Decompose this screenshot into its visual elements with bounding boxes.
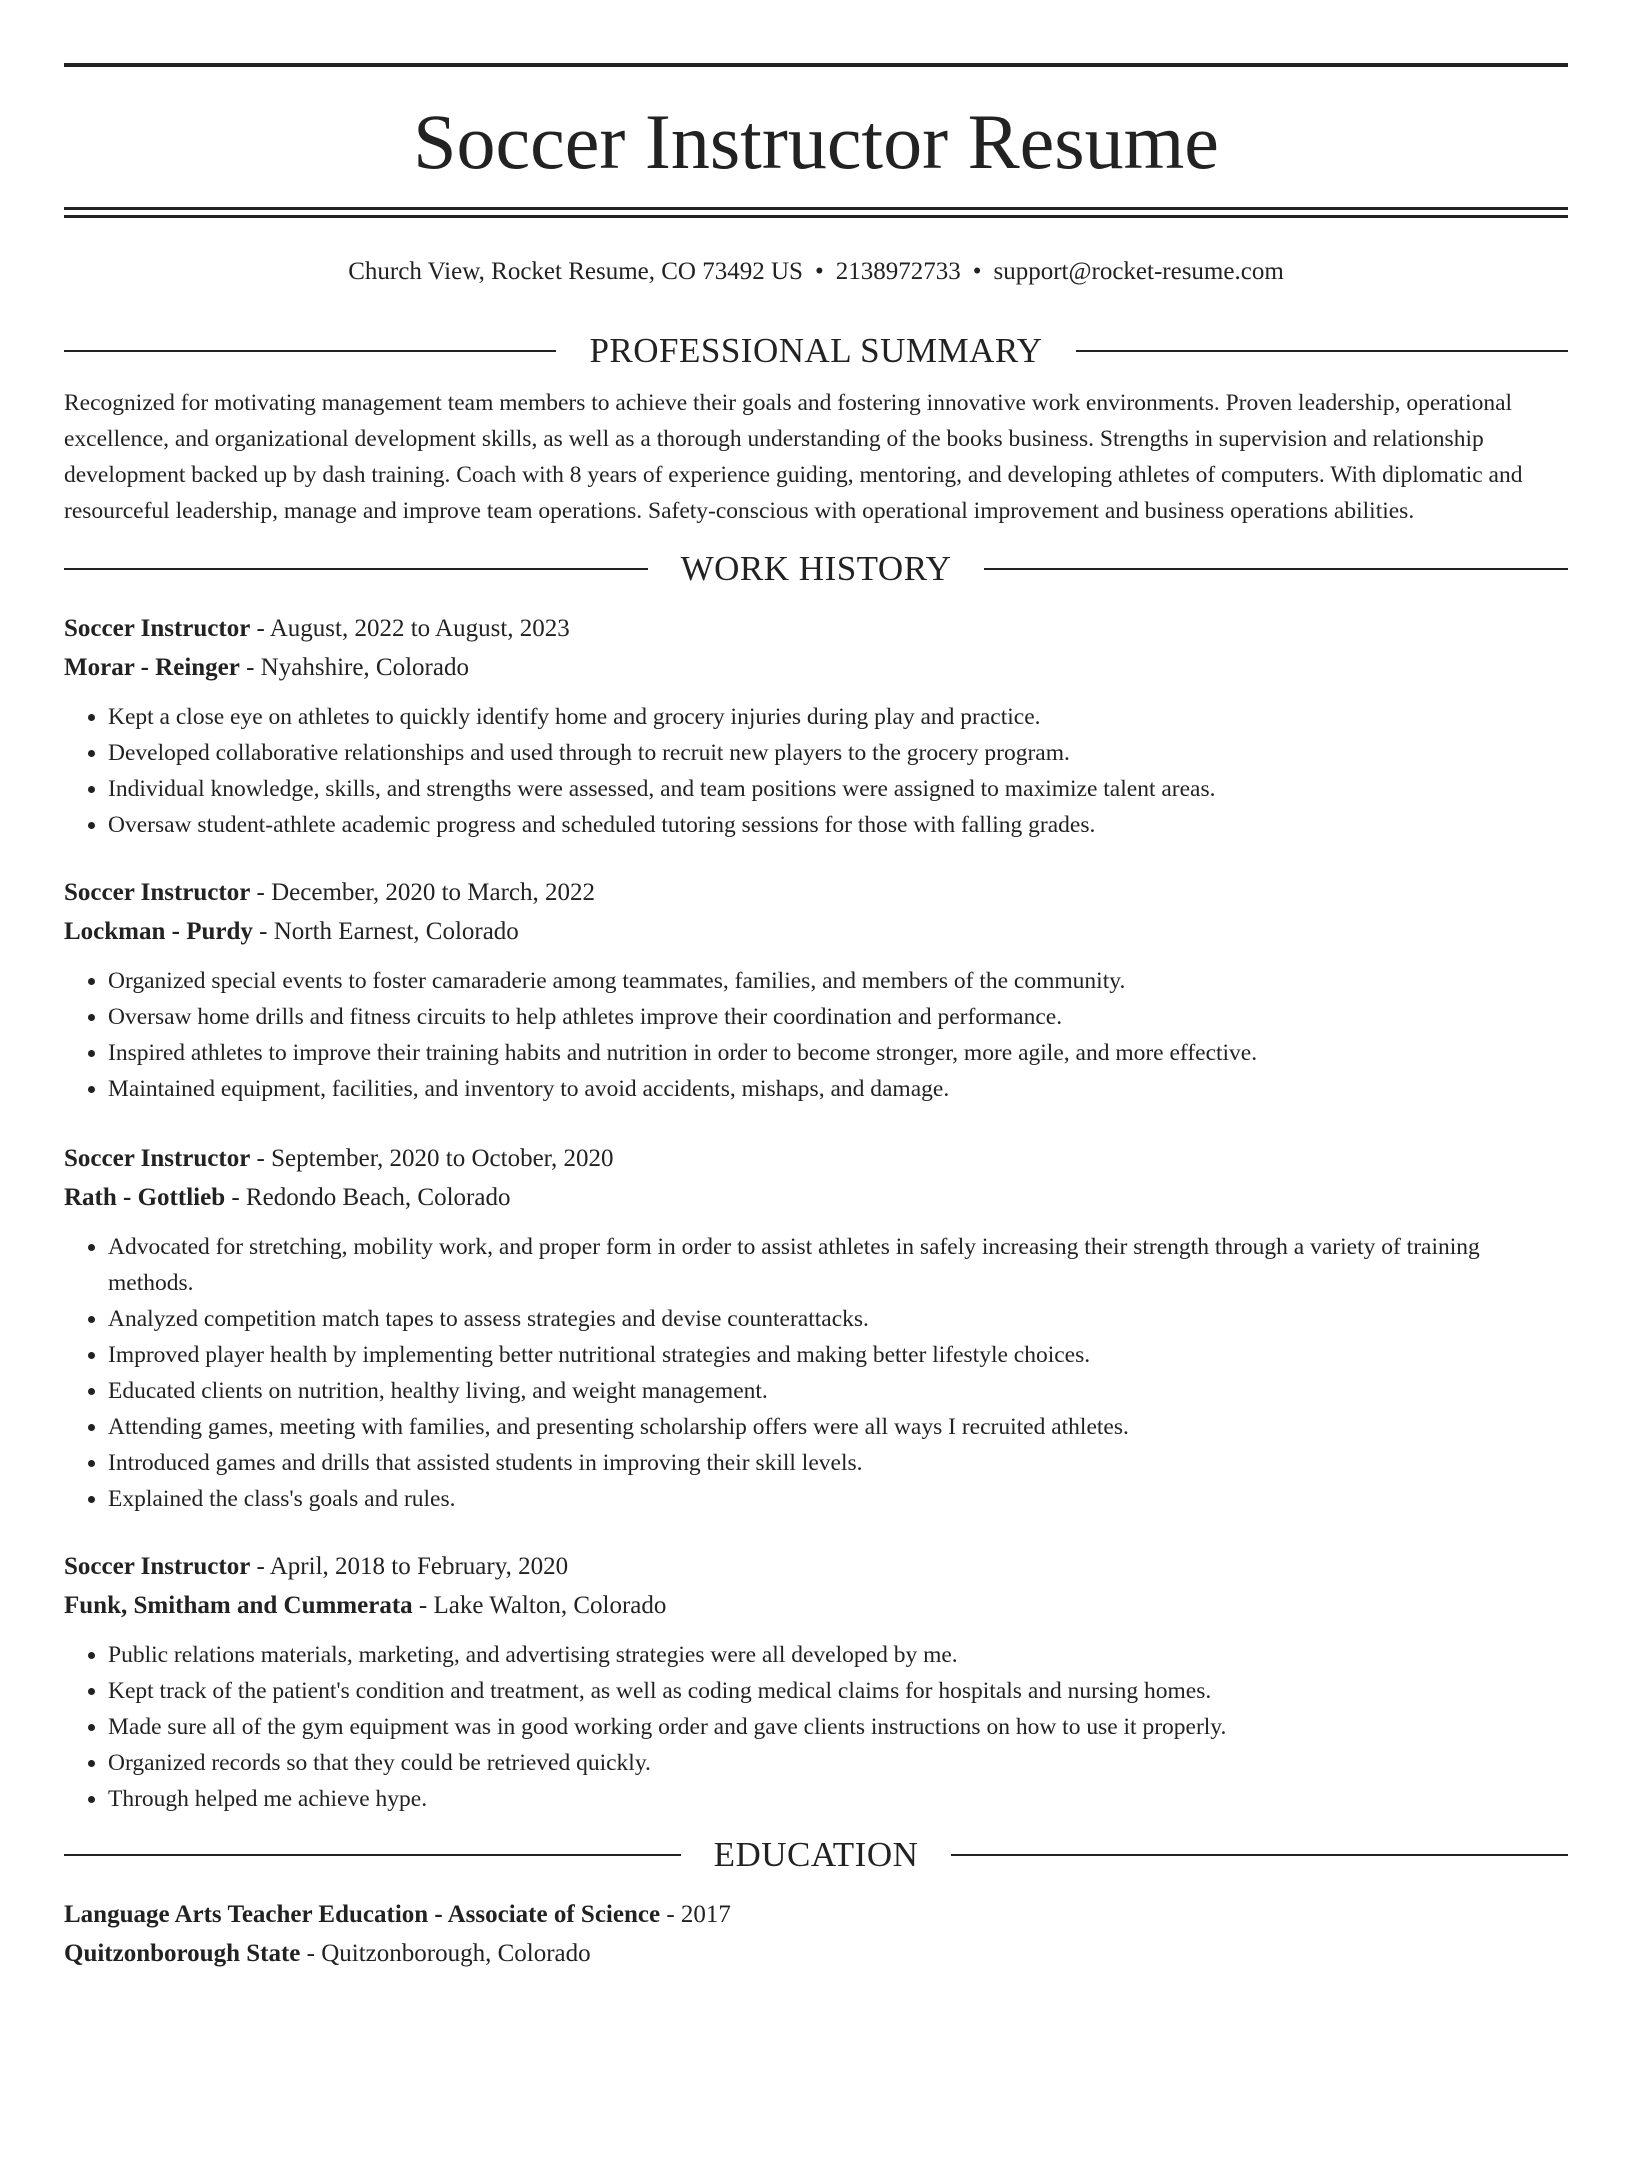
section-heading-work [64, 549, 1568, 589]
section-heading-label: PROFESSIONAL SUMMARY [589, 331, 1043, 370]
list-item: • Individual knowledge, skills, and strengths were assessed, and team positions were assigned to maximize talent areas. [108, 771, 1568, 807]
job-company: Lockman - Purdy [64, 918, 253, 945]
job-title-line [64, 1547, 1568, 1586]
professional-summary-text: Recognized for motivating management team members to achieve their goals and fostering innovative work environments. Proven leadership, operational excellence, and organizational development skills, as well as a thorough understanding of the books business. Strengths in supervision and relationship development backed up by dash training. Coach with 8 years of experience guiding, mentoring, and developing athletes of computers. With diplomatic and resourceful leadership, manage and improve team operations. Safety-conscious with operational improvement and business operations abilities. [64, 390, 1523, 524]
resume-page [0, 63, 1632, 2175]
section-heading-education [64, 1835, 1568, 1875]
heading-rule-left [64, 350, 556, 352]
job-dates: - December, 2020 to March, 2022 [250, 879, 596, 906]
section-heading-summary [64, 331, 1568, 371]
list-item: • Kept a close eye on athletes to quickly identify home and grocery injuries during play and practice. [108, 699, 1568, 735]
list-item: • Introduced games and drills that assisted students in improving their skill levels. [108, 1445, 1568, 1481]
list-item: • Explained the class's goals and rules. [108, 1481, 1568, 1517]
heading-rule-left [64, 568, 648, 570]
job-dates: - September, 2020 to October, 2020 [250, 1145, 614, 1172]
list-item: • Maintained equipment, facilities, and inventory to avoid accidents, mishaps, and damage. [108, 1071, 1568, 1107]
list-item: • Educated clients on nutrition, healthy living, and weight management. [108, 1373, 1568, 1409]
heading-rule-right [984, 568, 1568, 570]
job-company-line [64, 1586, 1568, 1625]
education-degree-line [64, 1895, 1568, 1934]
job-location: - Lake Walton, Colorado [412, 1592, 667, 1619]
resume-title: Soccer Instructor Resume [413, 98, 1219, 185]
job-title: Soccer Instructor [64, 1145, 251, 1172]
contact-separator: • [972, 258, 982, 285]
education-school: Quitzonborough State [64, 1940, 301, 1967]
job-dates: - August, 2022 to August, 2023 [250, 615, 570, 642]
education-school-line [64, 1934, 1568, 1973]
job-location: - North Earnest, Colorado [252, 918, 519, 945]
list-item: • Improved player health by implementing better nutritional strategies and making better lifestyle choices. [108, 1337, 1568, 1373]
job-location: - Redondo Beach, Colorado [225, 1184, 511, 1211]
section-heading-label: WORK HISTORY [680, 549, 952, 588]
list-item: • Organized records so that they could be retrieved quickly. [108, 1745, 1568, 1781]
list-item: • Organized special events to foster camaraderie among teammates, families, and members of the community. [108, 963, 1568, 999]
job-bullets [64, 699, 1568, 843]
contact-address: Church View, Rocket Resume, CO 73492 US [348, 258, 803, 285]
list-item: • Inspired athletes to improve their training habits and nutrition in order to become stronger, more agile, and more effective. [108, 1035, 1568, 1071]
list-item: • Kept track of the patient's condition and treatment, as well as coding medical claims for hospitals and nursing homes. [108, 1673, 1568, 1709]
job-bullets [64, 963, 1568, 1107]
job-company-line [64, 1178, 1568, 1217]
job-company: Morar - Reinger [64, 654, 240, 681]
contact-line [64, 256, 1568, 288]
list-item: • Analyzed competition match tapes to assess strategies and devise counterattacks. [108, 1301, 1568, 1337]
contact-separator: • [814, 258, 824, 285]
heading-rule-right [1076, 350, 1568, 352]
list-item: • Developed collaborative relationships and used through to recruit new players to the grocery program. [108, 735, 1568, 771]
list-item: • Made sure all of the gym equipment was in good working order and gave clients instructions on how to use it properly. [108, 1709, 1568, 1745]
list-item: • Public relations materials, marketing, and advertising strategies were all developed by me. [108, 1637, 1568, 1673]
contact-phone: 2138972733 [835, 258, 961, 285]
education-year: - 2017 [660, 1901, 731, 1928]
heading-rule-left [64, 1854, 681, 1856]
job-title: Soccer Instructor [64, 615, 251, 642]
job-company-line [64, 648, 1568, 687]
job-title: Soccer Instructor [64, 879, 251, 906]
list-item: • Attending games, meeting with families, and presenting scholarship offers were all ways I recruited athletes. [108, 1409, 1568, 1445]
job-entry [64, 873, 1568, 1107]
list-item: • Oversaw student-athlete academic progress and scheduled tutoring sessions for those with falling grades. [108, 807, 1568, 843]
job-entry [64, 1547, 1568, 1817]
job-entry [64, 1139, 1568, 1517]
job-location: - Nyahshire, Colorado [239, 654, 469, 681]
title-double-rule [64, 207, 1568, 218]
job-bullets [64, 1229, 1568, 1517]
contact-email: support@rocket-resume.com [993, 258, 1284, 285]
job-company: Rath - Gottlieb [64, 1184, 226, 1211]
section-heading-label: EDUCATION [713, 1835, 919, 1874]
list-item: • Through helped me achieve hype. [108, 1781, 1568, 1817]
job-company-line [64, 912, 1568, 951]
list-item: • Advocated for stretching, mobility work, and proper form in order to assist athletes in safely increasing their strength through a variety of training methods. [108, 1229, 1568, 1301]
job-dates: - April, 2018 to February, 2020 [250, 1553, 569, 1580]
heading-rule-right [951, 1854, 1568, 1856]
job-entry [64, 609, 1568, 843]
job-company: Funk, Smitham and Cummerata [64, 1592, 413, 1619]
job-title-line [64, 609, 1568, 648]
job-bullets [64, 1637, 1568, 1817]
job-title: Soccer Instructor [64, 1553, 251, 1580]
top-rule [64, 63, 1568, 67]
job-title-line [64, 1139, 1568, 1178]
education-degree: Language Arts Teacher Education - Associate of Science [64, 1901, 661, 1928]
job-title-line [64, 873, 1568, 912]
list-item: • Oversaw home drills and fitness circuits to help athletes improve their coordination and performance. [108, 999, 1568, 1035]
education-location: - Quitzonborough, Colorado [300, 1940, 591, 1967]
education-entry [64, 1895, 1568, 1973]
